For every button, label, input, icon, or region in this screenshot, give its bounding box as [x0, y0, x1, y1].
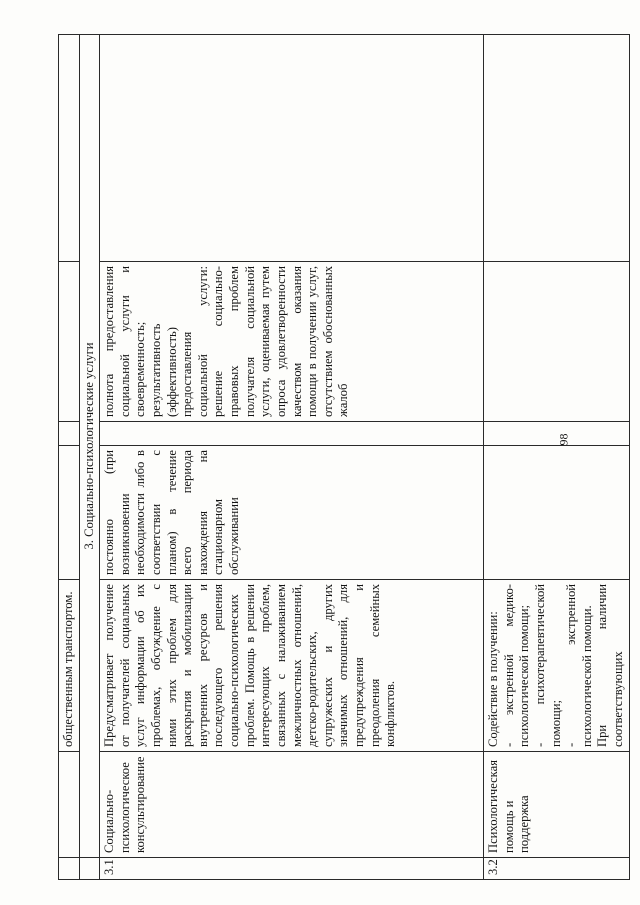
service-description — [484, 580, 629, 752]
cell-empty — [484, 446, 629, 580]
services-table — [58, 34, 630, 880]
continuation-text: общественным транспортом. — [59, 580, 80, 752]
service-name: Психологическая помощь и поддержка — [484, 752, 629, 858]
service-description: Предусматривает получение от получателей социальных услуг информации об их проблемах, обсуждение с ними этих проблем для раскрытия и мобилизации внутренних ресурсов и последующего решения социально-психологических проблем. Помощь в решении интересующих проблем, связанных с налаживанием межличностных отношений, детско-родительских, супружеских и других значимых отношений, для предупреждения и преодоления семейных конфликтов. — [100, 580, 484, 752]
table-row — [484, 35, 629, 880]
cell-empty — [59, 446, 80, 580]
service-criteria: полнота предоставления социальной услуги и своевременность; результативность (эффективность) предоставления социальной услуги: решение социально-правовых проблем получателя социальной услуги, оцениваемая путем опроса удовлетворенности качеством оказания помощи в получении услуг, отсутствием обоснованных жалоб — [100, 262, 484, 422]
cell-empty — [59, 752, 80, 858]
row-number: 3.1 — [100, 858, 484, 880]
cell-empty — [100, 35, 484, 262]
section-title: 3. Социально-психологические услуги — [79, 35, 100, 858]
table-row-section — [79, 35, 100, 880]
cell-empty — [79, 858, 100, 880]
description-line: При наличии соответствующих — [595, 584, 626, 747]
description-line: - психотерапевтической помощи; — [533, 584, 563, 747]
table-row — [100, 35, 484, 880]
cell-empty — [484, 422, 629, 446]
service-name: Социально-психологическое консультирование — [100, 752, 484, 858]
cell-empty — [59, 35, 80, 262]
cell-empty — [484, 35, 629, 262]
cell-empty — [59, 422, 80, 446]
table-row-continuation — [59, 35, 80, 880]
rotated-page — [58, 35, 626, 880]
cell-empty — [100, 422, 484, 446]
row-number: 3.2 — [484, 858, 629, 880]
cell-empty — [484, 262, 629, 422]
cell-empty — [59, 858, 80, 880]
description-line: - экстренной медико-психологической помощи; — [501, 584, 532, 747]
page-number: 98 — [556, 433, 571, 446]
table-sheet — [58, 35, 626, 880]
description-line: Содействие в получении: — [486, 611, 501, 747]
cell-empty — [59, 262, 80, 422]
description-line: - экстренной психологической помощи. — [564, 584, 594, 747]
service-terms: постоянно (при возникновении необходимости либо в соответствии с планом) в течение всего периода нахождения на стационарном обслуживании — [100, 446, 484, 580]
